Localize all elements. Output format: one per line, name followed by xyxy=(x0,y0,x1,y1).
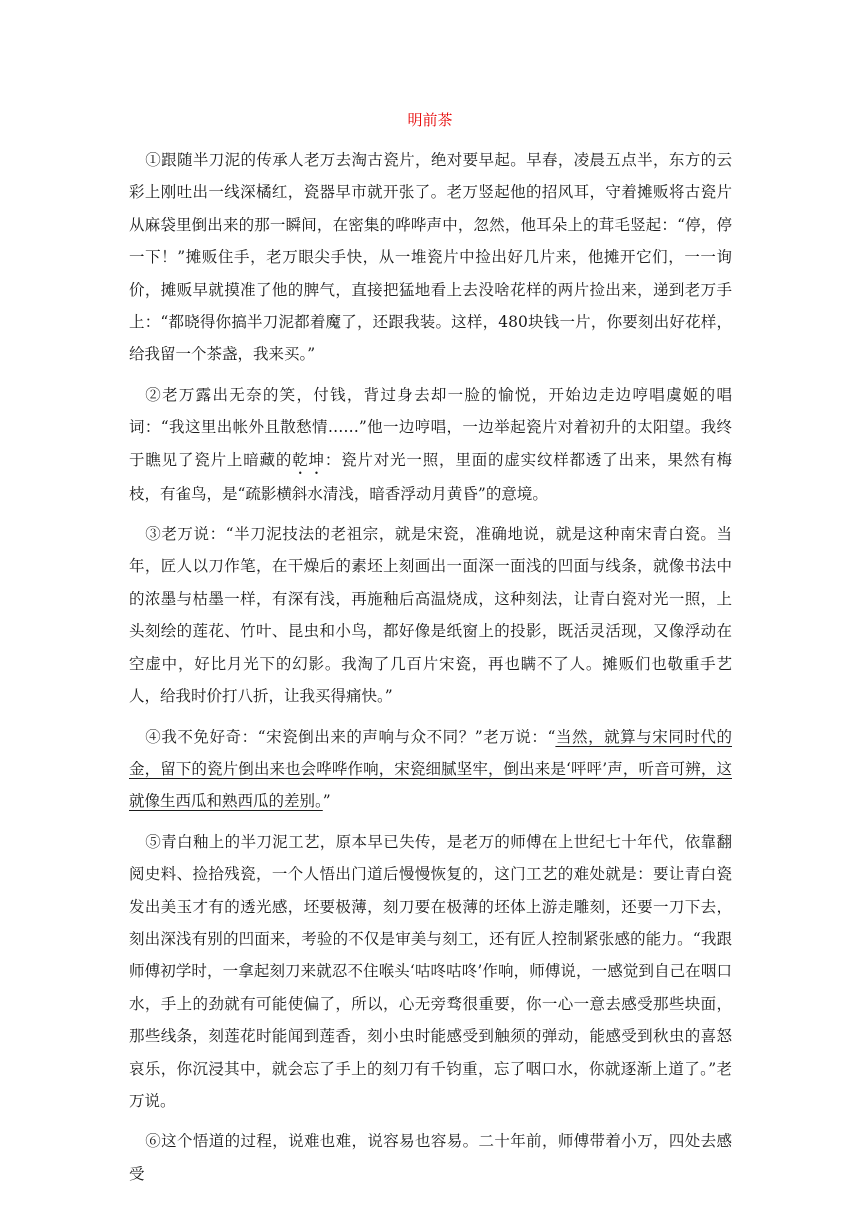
emphasized-text: 乾坤 xyxy=(292,450,325,469)
paragraph-text: ③老万说：“半刀泥技法的老祖宗，就是宋瓷，准确地说，就是这种南宋青白瓷。当年，匠人以刀作笔，在干燥后的素坯上刻画出一面深一面浅的凹面与线条，就像书法中的浓墨与枯墨一样，有深有浅，再施釉后高温烧成，这种刻法，让青白瓷对光一照，上头刻绘的莲花、竹叶、昆虫和小鸟，都好像是纸窗上的投影，既活灵活现，又像浮动在空虚中，好比月光下的幻影。我淘了几百片宋瓷，再也瞒不了人。摊贩们也敬重手艺人，给我时价打八折，让我买得痛快。” xyxy=(129,525,732,706)
paragraph-text: ⑥这个悟道的过程，说难也难，说容易也容易。二十年前，师傅带着小万，四处去感受 xyxy=(129,1132,732,1183)
paragraph-4 xyxy=(129,721,732,818)
paragraph-3 xyxy=(129,518,732,712)
article-title: 明前茶 xyxy=(407,111,453,129)
paragraph-5 xyxy=(129,826,732,1118)
paragraph-text: ①跟随半刀泥的传承人老万去淘古瓷片，绝对要早起。早春，凌晨五点半，东方的云彩上刚吐出一线深橘红，瓷器早市就开张了。老万竖起他的招风耳，守着摊贩将古瓷片从麻袋里倒出来的那一瞬间，在密集的哗哗声中，忽然，他耳朵上的茸毛竖起：“停，停一下！”摊贩住手，老万眼尖手快，从一堆瓷片中捡出好几片来，他摊开它们，一一询价，摊贩早就摸准了他的脾气，直接把猛地看上去没啥花样的两片捡出来，递到老万手上：“都晓得你搞半刀泥都着魔了，还跟我装。这样，480块钱一片，你要刻出好花样，给我留一个茶盏，我来买。” xyxy=(129,151,732,364)
paragraph-6 xyxy=(129,1125,732,1190)
paragraph-text: ：瓷片对光一照，里面的虚实纹样都透了出来，果然有梅枝，有雀鸟，是“疏影横斜水清浅，暗香浮动月黄昏”的意境。 xyxy=(129,450,732,503)
article-body xyxy=(129,144,732,1198)
paragraph-text: ④我不免好奇：“宋瓷倒出来的声响与众不同？”老万说：“ xyxy=(145,727,556,746)
paragraph-1 xyxy=(129,144,732,371)
paragraph-text: ②老万露出无奈的笑，付钱，背过身去却一脸的愉悦，开始边走边哼唱虞姬的唱词：“我这里出帐外且散愁情……”他一边哼唱，一边举起瓷片对着初升的太阳望。我终于瞧见了瓷片上暗藏的 xyxy=(129,385,732,469)
paragraph-2 xyxy=(129,379,732,510)
paragraph-text: ” xyxy=(322,792,331,811)
underlined-text: 当然，就算与宋同时代的金，留下的瓷片倒出来也会哗哗作响，宋瓷细腻坚牢，倒出来是‘呯呯’声，听音可辨，这就像生西瓜和熟西瓜的差别。 xyxy=(129,727,732,811)
paragraph-text: ⑤青白釉上的半刀泥工艺，原本早已失传，是老万的师傅在上世纪七十年代，依靠翻阅史料、捡拾残瓷，一个人悟出门道后慢慢恢复的，这门工艺的难处就是：要让青白瓷发出美玉才有的透光感，坯要极薄，刻刀要在极薄的坯体上游走雕刻，还要一刀下去，刻出深浅有别的凹面来，考验的不仅是审美与刻工，还有匠人控制紧张感的能力。“我跟师傅初学时，一拿起刻刀来就忍不住喉头‘咕咚咕咚’作响，师傅说，一感觉到自己在咽口水，手上的劲就有可能使偏了，所以，心无旁骛很重要，你一心一意去感受那些块面，那些线条，刻莲花时能闻到莲香，刻小虫时能感受到触须的弹动，能感受到秋虫的喜怒哀乐，你沉浸其中，就会忘了手上的刻刀有千钧重，忘了咽口水，你就逐渐上道了。”老万说。 xyxy=(129,832,732,1110)
